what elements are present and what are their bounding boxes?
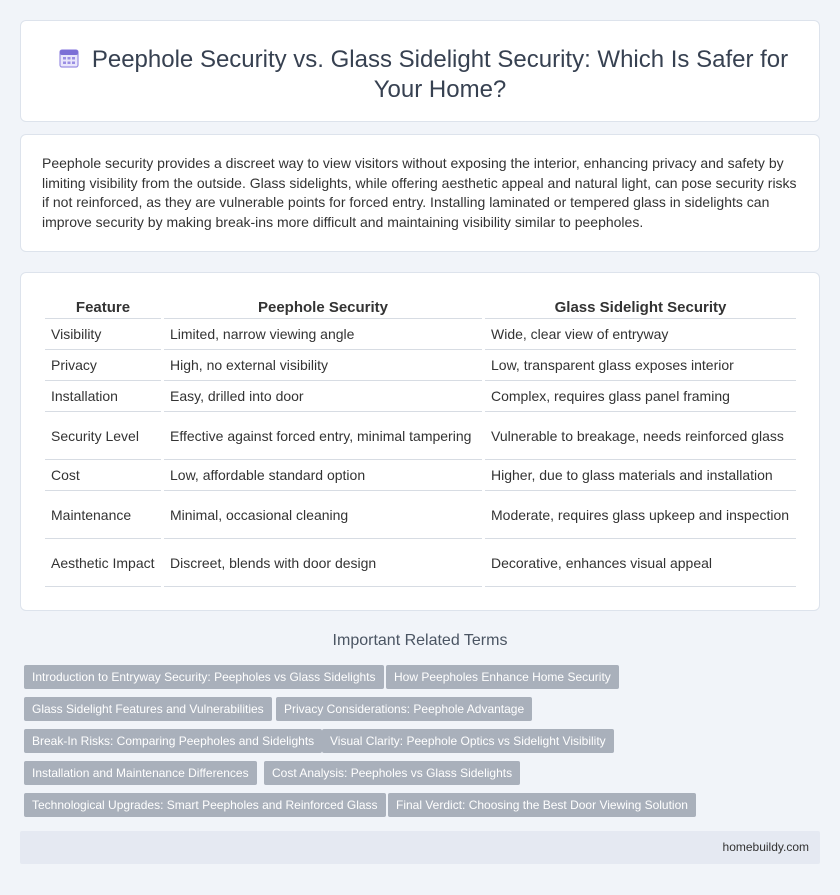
related-term-link[interactable]: How Peepholes Enhance Home Security <box>386 665 619 689</box>
related-term-link[interactable]: Introduction to Entryway Security: Peepholes vs Glass Sidelights <box>24 665 384 689</box>
table-cell: Wide, clear view of entryway <box>485 319 796 350</box>
table-row <box>45 460 796 491</box>
table-cell: Complex, requires glass panel framing <box>485 381 796 412</box>
table-cell: Higher, due to glass materials and installation <box>485 460 796 491</box>
related-term-link[interactable]: Technological Upgrades: Smart Peepholes and Reinforced Glass <box>24 793 386 817</box>
footer <box>20 831 820 864</box>
header-peephole: Peephole Security <box>164 295 482 319</box>
table-cell: Moderate, requires glass upkeep and inspection <box>485 491 796 539</box>
related-term-link[interactable]: Final Verdict: Choosing the Best Door Viewing Solution <box>388 793 696 817</box>
table-cell: Discreet, blends with door design <box>164 539 482 587</box>
table-cell: Security Level <box>45 412 161 460</box>
table-row <box>45 319 796 350</box>
table-header-row <box>45 295 796 319</box>
related-terms-title: Important Related Terms <box>332 632 508 649</box>
table-cell: Cost <box>45 460 161 491</box>
table-cell: Aesthetic Impact <box>45 539 161 587</box>
table-row <box>45 350 796 381</box>
related-term-link[interactable]: Visual Clarity: Peephole Optics vs Sidelight Visibility <box>322 729 614 753</box>
related-term-link[interactable]: Cost Analysis: Peepholes vs Glass Sidelights <box>264 761 520 785</box>
header-feature: Feature <box>45 295 161 319</box>
table-cell: High, no external visibility <box>164 350 482 381</box>
comparison-card <box>20 272 820 611</box>
table-cell: Low, transparent glass exposes interior <box>485 350 796 381</box>
table-cell: Privacy <box>45 350 161 381</box>
intro-paragraph: Peephole security provides a discreet way to view visitors without exposing the interior, enhancing privacy and safety by limiting visibility from the outside. Glass sidelights, while offering aesthetic appeal and natural light, can pose security risks if not reinforced, as they are vulnerable points for forced entry. Installing laminated or tempered glass in sidelights can improve security by making break-ins more difficult and maintaining visibility similar to peepholes. <box>42 155 797 230</box>
table-cell: Installation <box>45 381 161 412</box>
table-row <box>45 412 796 460</box>
table-cell: Low, affordable standard option <box>164 460 482 491</box>
related-term-link[interactable]: Glass Sidelight Features and Vulnerabilities <box>24 697 272 721</box>
comparison-table <box>42 295 799 587</box>
table-cell: Minimal, occasional cleaning <box>164 491 482 539</box>
table-cell: Maintenance <box>45 491 161 539</box>
related-term-link[interactable]: Break-In Risks: Comparing Peepholes and Sidelights <box>24 729 322 753</box>
footer-site-link[interactable]: homebuildy.com <box>722 840 809 854</box>
table-cell: Limited, narrow viewing angle <box>164 319 482 350</box>
table-cell: Decorative, enhances visual appeal <box>485 539 796 587</box>
table-row <box>45 381 796 412</box>
table-cell: Vulnerable to breakage, needs reinforced glass <box>485 412 796 460</box>
intro-card <box>20 134 820 252</box>
title-card <box>20 20 820 122</box>
table-cell: Visibility <box>45 319 161 350</box>
header-sidelight: Glass Sidelight Security <box>485 295 796 319</box>
table-cell: Effective against forced entry, minimal tampering <box>164 412 482 460</box>
page-title: Peephole Security vs. Glass Sidelight Security: Which Is Safer for Your Home? <box>91 46 789 103</box>
related-term-link[interactable]: Installation and Maintenance Differences <box>24 761 257 785</box>
related-term-link[interactable]: Privacy Considerations: Peephole Advantage <box>276 697 532 721</box>
table-row <box>45 539 796 587</box>
table-cell: Easy, drilled into door <box>164 381 482 412</box>
table-row <box>45 491 796 539</box>
